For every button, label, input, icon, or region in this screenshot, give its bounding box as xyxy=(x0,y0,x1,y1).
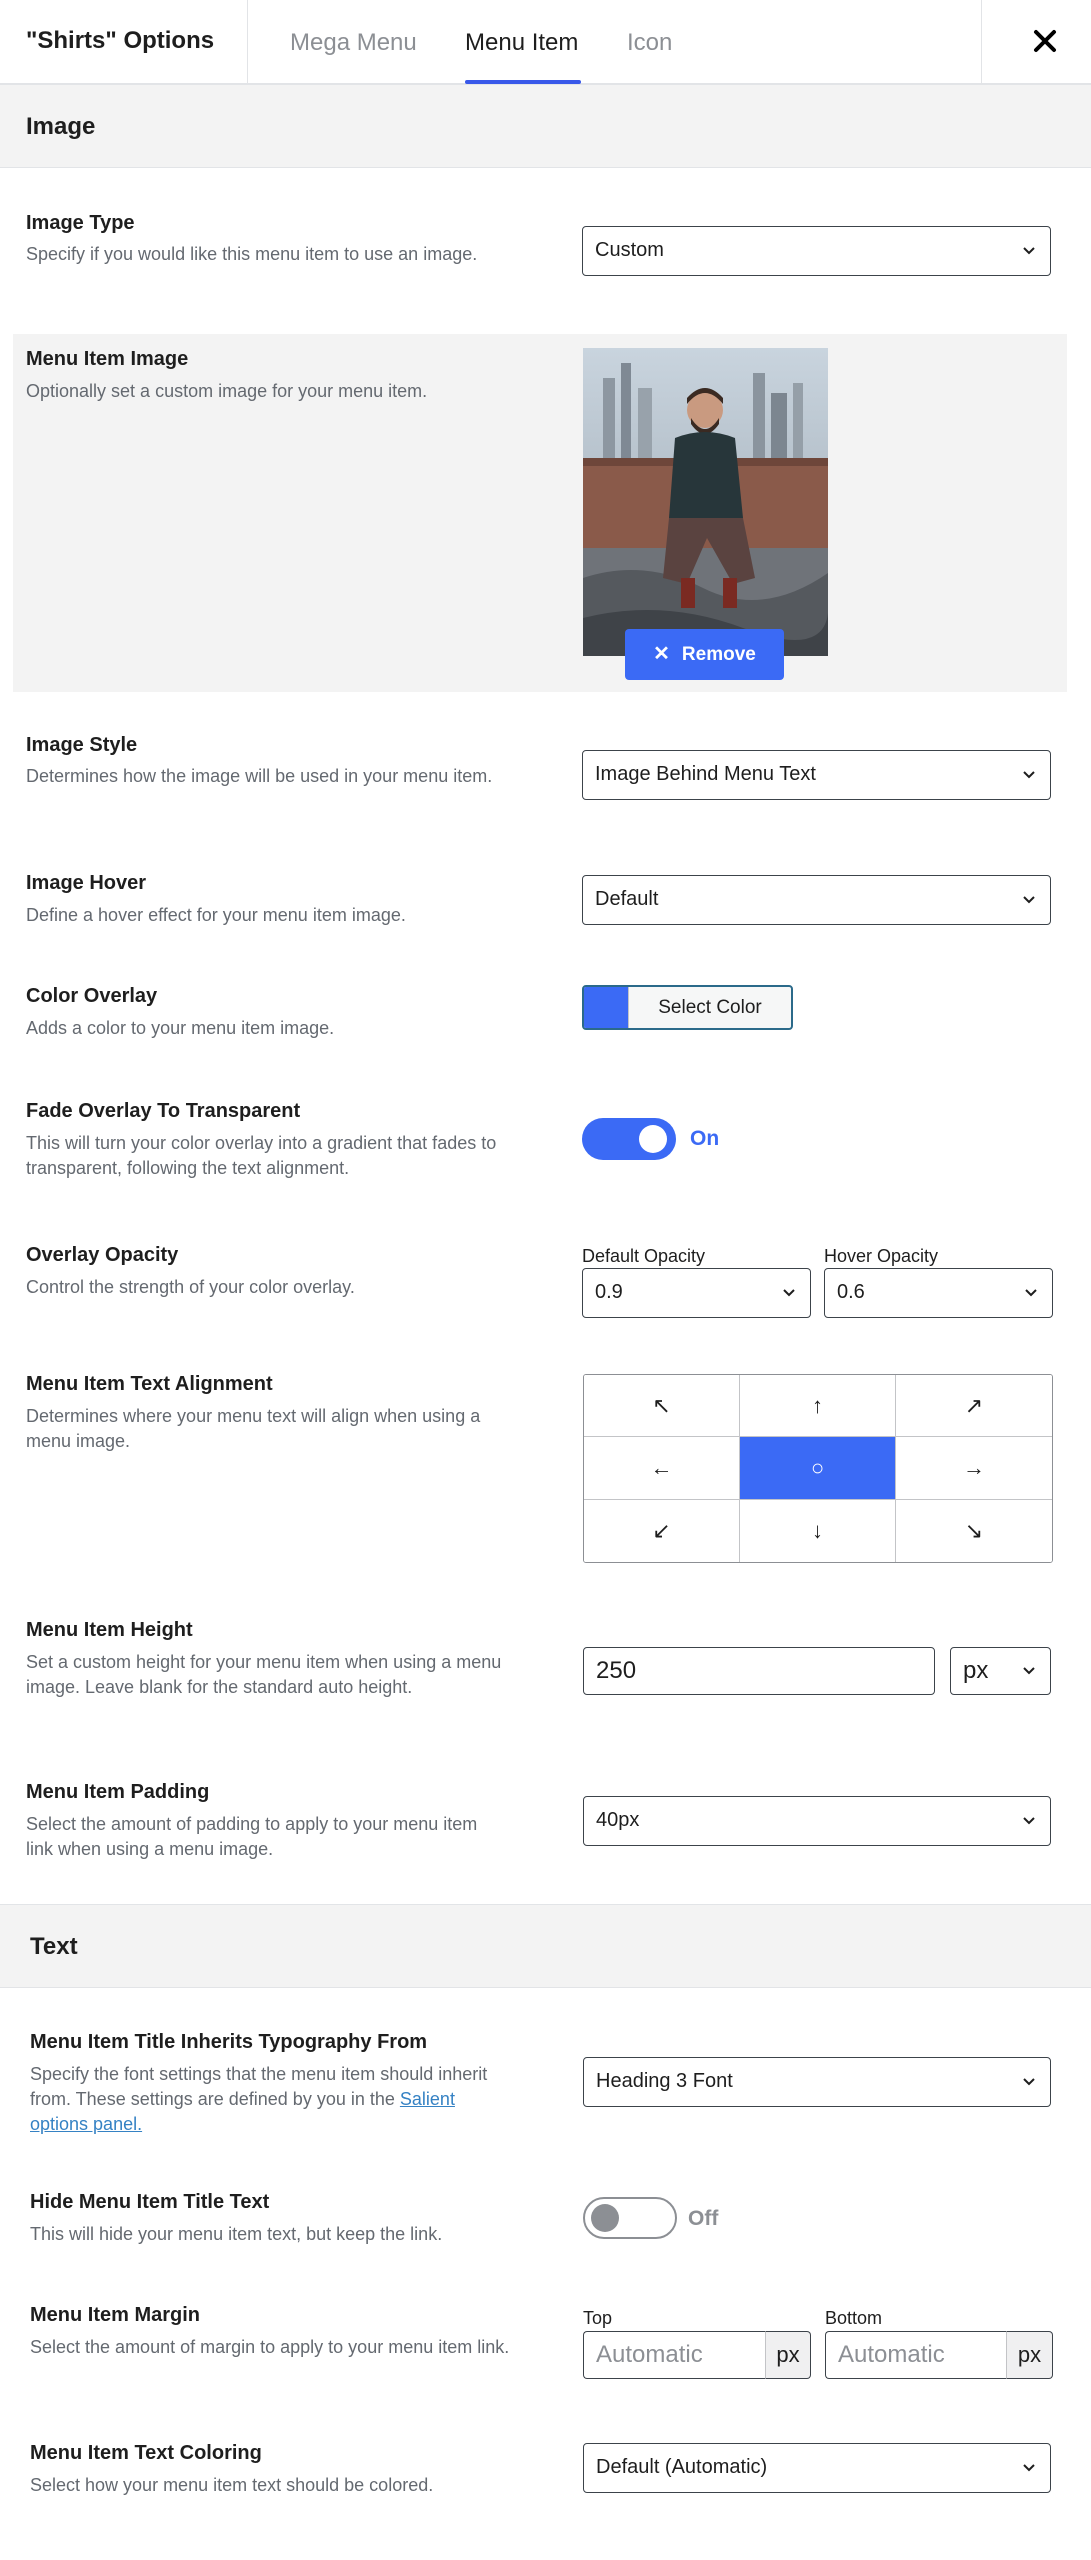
field-title: Color Overlay xyxy=(26,985,158,1007)
image-type-select[interactable] xyxy=(582,226,1051,276)
text-alignment-grid xyxy=(583,1374,1053,1563)
field-description: Define a hover effect for your menu item image. xyxy=(26,905,406,925)
chevron-down-icon xyxy=(1024,1286,1038,1300)
field-description: Select the amount of padding to apply to your menu item link when using a menu image. xyxy=(26,1814,478,1859)
chevron-down-icon xyxy=(1022,2461,1036,2475)
field-description: Specify if you would like this menu item to use an image. xyxy=(26,244,478,264)
toggle-knob xyxy=(639,1125,667,1153)
tab-mega-menu[interactable]: Mega Menu xyxy=(290,29,417,56)
field-description: Control the strength of your color overlay. xyxy=(26,1277,355,1297)
select-value: 40px xyxy=(596,1809,640,1831)
header-divider xyxy=(981,0,982,84)
section-title: Text xyxy=(30,1933,78,1960)
field-title: Menu Item Padding xyxy=(26,1781,210,1803)
select-value: 0.6 xyxy=(837,1281,865,1303)
remove-image-button[interactable] xyxy=(625,629,784,680)
description-text: Specify the font settings that the menu item should inherit from. These settings are defined by you in the xyxy=(30,2064,488,2109)
field-title: Overlay Opacity xyxy=(26,1244,179,1266)
field-description: Select the amount of margin to apply to your menu item link. xyxy=(30,2337,510,2357)
field-title: Image Style xyxy=(26,734,138,756)
margin-bottom-label: Bottom xyxy=(825,2308,883,2328)
close-icon: ✕ xyxy=(653,643,670,665)
margin-bottom-unit: px xyxy=(1006,2331,1053,2379)
margin-top-input[interactable]: Automatic xyxy=(583,2331,765,2379)
button-label: Remove xyxy=(681,644,756,665)
select-value: 0.9 xyxy=(595,1281,623,1303)
chevron-down-icon xyxy=(1022,244,1036,258)
select-value: Default xyxy=(595,888,659,910)
margin-bottom-input[interactable]: Automatic xyxy=(825,2331,1006,2379)
margin-top-label: Top xyxy=(583,2308,613,2328)
field-title: Menu Item Title Inherits Typography From xyxy=(30,2031,428,2053)
align-left-icon[interactable]: ← xyxy=(584,1437,740,1499)
align-right-icon[interactable]: → xyxy=(896,1437,1052,1499)
fade-overlay-toggle[interactable] xyxy=(582,1118,676,1160)
section-header-image xyxy=(0,84,1091,168)
header-divider xyxy=(247,0,248,84)
hover-opacity-label: Hover Opacity xyxy=(824,1246,939,1266)
salient-options-link[interactable]: Salient options panel. xyxy=(30,2089,455,2134)
menu-item-image-preview xyxy=(583,348,828,656)
select-value: Heading 3 Font xyxy=(596,2070,733,2092)
field-description: Adds a color to your menu item image. xyxy=(26,1018,335,1038)
field-description: Determines how the image will be used in your menu item. xyxy=(26,766,493,786)
field-description xyxy=(30,2062,510,2137)
modal-header xyxy=(0,0,1091,84)
field-description: Optionally set a custom image for your menu item. xyxy=(26,381,428,401)
chevron-down-icon xyxy=(1022,1814,1036,1828)
field-title: Fade Overlay To Transparent xyxy=(26,1100,301,1122)
color-swatch xyxy=(584,987,628,1028)
select-value: Default (Automatic) xyxy=(596,2456,768,2478)
field-description: This will hide your menu item text, but keep the link. xyxy=(30,2224,443,2244)
title-typography-select[interactable] xyxy=(583,2057,1051,2107)
field-description: This will turn your color overlay into a gradient that fades to transparent, following the text alignment. xyxy=(26,1133,497,1178)
hide-title-toggle[interactable] xyxy=(583,2197,677,2239)
field-title: Menu Item Height xyxy=(26,1619,193,1641)
align-center-icon[interactable]: ○ xyxy=(740,1437,896,1499)
image-hover-select[interactable] xyxy=(582,875,1051,925)
default-opacity-select[interactable] xyxy=(582,1268,811,1318)
field-title: Menu Item Text Coloring xyxy=(30,2442,262,2464)
align-bottom-left-icon[interactable]: ↙ xyxy=(584,1500,740,1562)
close-icon[interactable] xyxy=(1028,24,1062,58)
align-bottom-icon[interactable]: ↓ xyxy=(740,1500,896,1562)
field-title: Menu Item Text Alignment xyxy=(26,1373,273,1395)
chevron-down-icon xyxy=(782,1286,796,1300)
field-description: Determines where your menu text will align when using a menu image. xyxy=(26,1406,481,1451)
section-title: Image xyxy=(26,113,96,140)
height-unit-select[interactable] xyxy=(950,1647,1051,1695)
toggle-state-label: Off xyxy=(688,2207,719,2230)
select-value: Image Behind Menu Text xyxy=(595,763,816,785)
tab-menu-item[interactable]: Menu Item xyxy=(465,29,579,56)
field-title: Image Hover xyxy=(26,872,147,894)
align-top-right-icon[interactable]: ↗ xyxy=(896,1375,1052,1437)
toggle-knob xyxy=(591,2204,619,2232)
chevron-down-icon xyxy=(1022,1664,1036,1678)
text-coloring-select[interactable] xyxy=(583,2443,1051,2493)
align-top-left-icon[interactable]: ↖ xyxy=(584,1375,740,1437)
tab-icon[interactable]: Icon xyxy=(627,29,673,56)
select-value: Custom xyxy=(595,239,664,261)
modal-title: "Shirts" Options xyxy=(26,27,215,54)
chevron-down-icon xyxy=(1022,2075,1036,2089)
default-opacity-label: Default Opacity xyxy=(582,1246,706,1266)
chevron-down-icon xyxy=(1022,768,1036,782)
button-label: Select Color xyxy=(628,987,791,1028)
chevron-down-icon xyxy=(1022,893,1036,907)
field-title: Image Type xyxy=(26,212,135,234)
align-top-icon[interactable]: ↑ xyxy=(740,1375,896,1437)
select-color-button[interactable] xyxy=(582,985,793,1030)
field-description: Select how your menu item text should be colored. xyxy=(30,2475,434,2495)
field-title: Menu Item Image xyxy=(26,348,189,370)
field-title: Hide Menu Item Title Text xyxy=(30,2191,270,2213)
menu-item-height-input[interactable]: 250 xyxy=(583,1647,935,1695)
margin-top-unit: px xyxy=(765,2331,811,2379)
toggle-state-label: On xyxy=(690,1127,720,1150)
field-title: Menu Item Margin xyxy=(30,2304,201,2326)
select-value: px xyxy=(963,1657,989,1684)
image-style-select[interactable] xyxy=(582,750,1051,800)
field-description: Set a custom height for your menu item when using a menu image. Leave blank for the standard auto height. xyxy=(26,1652,502,1697)
section-header-text xyxy=(0,1904,1091,1988)
menu-item-padding-select[interactable] xyxy=(583,1796,1051,1846)
align-bottom-right-icon[interactable]: ↘ xyxy=(896,1500,1052,1562)
hover-opacity-select[interactable] xyxy=(824,1268,1053,1318)
